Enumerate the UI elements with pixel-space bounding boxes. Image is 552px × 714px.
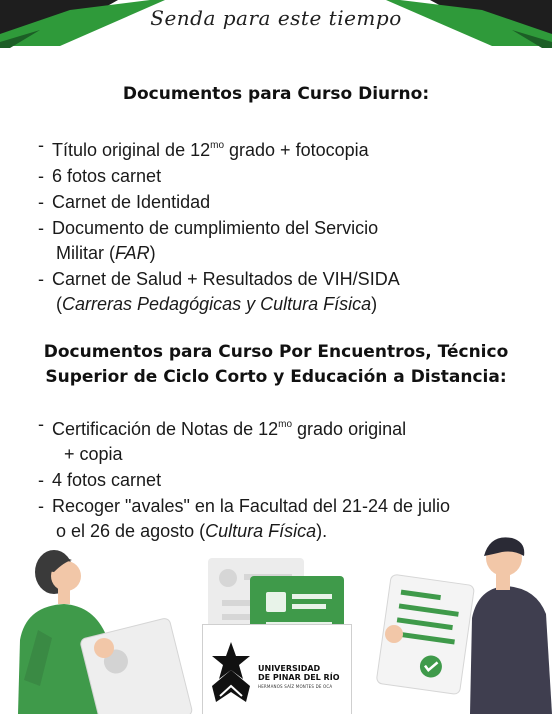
list-item: - Carnet de Salud + Resultados de VIH/SIDA (Carreras Pedagógicas y Cultura Física) <box>38 269 400 314</box>
university-logo-icon <box>206 640 256 710</box>
list-item: - 6 fotos carnet <box>38 166 162 186</box>
section1-list <box>38 133 528 318</box>
section2-list <box>38 412 528 545</box>
list-item: - Carnet de Identidad <box>38 192 211 212</box>
man-figure <box>470 537 552 714</box>
list-item: - Certificación de Notas de $12^{mo}$ grado original + copia <box>38 414 407 464</box>
university-name: UNIVERSIDAD DE PINAR DEL RÍO <box>258 664 340 682</box>
list-item: - Título original de $12^{mo}$ grado + fotocopia <box>38 135 369 160</box>
list-item: - Documento de cumplimiento del Servicio Militar (FAR) <box>38 218 379 263</box>
list-item: - 4 fotos carnet <box>38 470 162 490</box>
university-subtitle: HERMANOS SAÍZ MONTES DE OCA <box>258 684 333 689</box>
slogan: Senda para este tiempo <box>150 6 402 30</box>
list-item: - Recoger "avales" en la Facultad del 21-24 de julio o el 26 de agosto (Cultura Física). <box>38 496 451 541</box>
section2-title: Documentos para Curso Por Encuentros, Técnico Superior de Ciclo Corto y Educación a Distancia: <box>43 342 509 387</box>
section1-title: Documentos para Curso Diurno: <box>122 84 430 104</box>
